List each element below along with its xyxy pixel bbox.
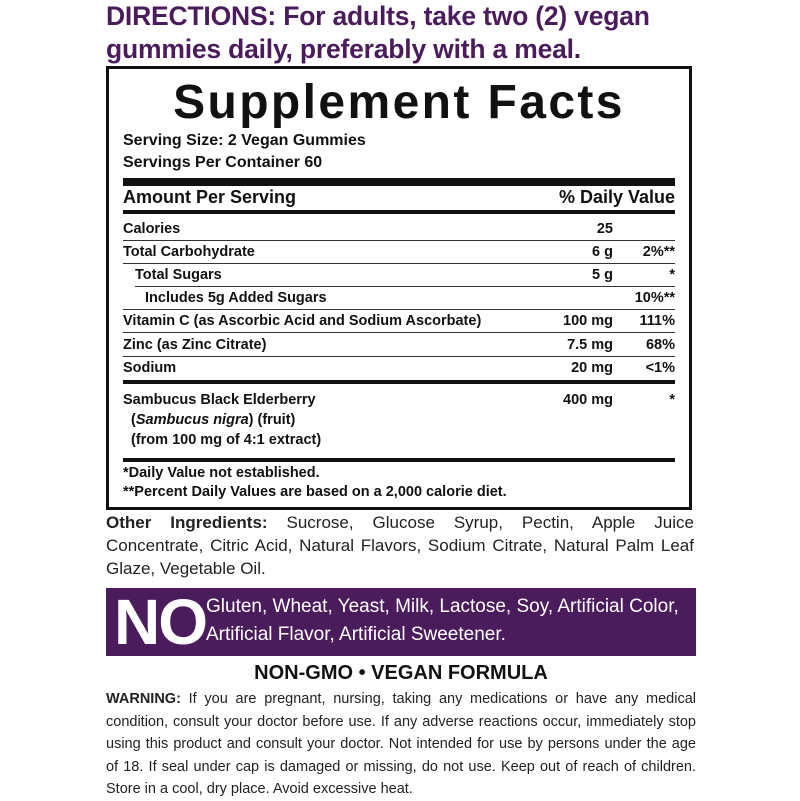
warning-body: If you are pregnant, nursing, taking any medications or have any medical condition, consult your doctor before use. If any adverse reactions occur, immediately stop using this product and consult your doctor. Not intended for use by persons under the age of 18. If seal under cap is damaged or missing, do not use. Keep out of reach of children. Store in a cool, dry place. Avoid excessive heat. [106, 691, 696, 797]
row-divider [123, 240, 675, 241]
row-elderberry-amount: 400 mg [563, 392, 613, 408]
row-divider [135, 286, 675, 287]
medium-divider [123, 458, 675, 462]
row-sugars-dv: * [669, 267, 675, 283]
row-vitamin-c-name: Vitamin C (as Ascorbic Acid and Sodium Ascorbate) [123, 313, 482, 329]
row-sodium-amount: 20 mg [571, 360, 613, 376]
row-calories-amount: 25 [596, 221, 613, 237]
footnote-daily-value: *Daily Value not established. [123, 465, 320, 481]
row-elderberry-dv: * [669, 392, 675, 408]
row-zinc-name: Zinc (as Zinc Citrate) [123, 337, 267, 353]
row-sugars-name: Total Sugars [135, 267, 222, 283]
daily-value-header: % Daily Value [558, 187, 675, 207]
medium-divider [123, 210, 675, 214]
row-calories-name: Calories [123, 221, 181, 237]
row-divider [123, 263, 675, 264]
directions-text: DIRECTIONS: For adults, take two (2) vegan gummies daily, preferably with a meal. [106, 1, 650, 64]
serving-size: Serving Size: 2 Vegan Gummies [123, 132, 366, 149]
row-carb-amount: 6 g [592, 244, 613, 260]
row-sodium-dv: <1% [645, 360, 675, 376]
free-from-list: Gluten, Wheat, Yeast, Milk, Lactose, Soy, Artificial Color, Artificial Flavor, Artificial Sweetener. [206, 596, 679, 645]
row-divider [123, 332, 675, 333]
other-ingredients-text: Sucrose, Glucose Syrup, Pectin, Apple Juice Concentrate, Citric Acid, Natural Flavors, Sodium Citrate, Natural Palm Leaf Glaze, Vegetable Oil. [106, 513, 694, 578]
amount-per-serving-header: Amount Per Serving [123, 187, 297, 207]
row-carb-name: Total Carbohydrate [123, 244, 255, 260]
other-ingredients-label: Other Ingredients: [106, 513, 268, 532]
row-sodium-name: Sodium [123, 360, 177, 376]
row-divider [123, 356, 675, 357]
row-added-sugars-name: Includes 5g Added Sugars [145, 290, 327, 306]
row-elderberry-extract: (from 100 mg of 4:1 extract) [131, 432, 322, 448]
row-vitamin-c-dv: 111% [639, 313, 675, 329]
row-carb-dv: 2%** [642, 244, 675, 260]
medium-divider [123, 380, 675, 384]
row-elderberry-latin: (Sambucus nigra) (fruit) [131, 412, 296, 428]
non-gmo-vegan-tagline: NON-GMO • VEGAN FORMULA [254, 662, 548, 684]
row-elderberry-name: Sambucus Black Elderberry [123, 392, 316, 408]
thick-divider [123, 178, 675, 186]
row-zinc-dv: 68% [645, 337, 675, 353]
other-ingredients [106, 511, 694, 580]
free-from-banner [106, 588, 696, 656]
warning-text [106, 688, 696, 801]
no-label: NO [114, 586, 206, 658]
row-vitamin-c-amount: 100 mg [563, 313, 613, 329]
footnote-percent-dv: **Percent Daily Values are based on a 2,000 calorie diet. [123, 484, 507, 500]
servings-per-container: Servings Per Container 60 [123, 154, 323, 171]
facts-title: Supplement Facts [173, 76, 625, 129]
supplement-facts-panel [106, 66, 692, 510]
warning-label: WARNING: [106, 691, 181, 707]
row-added-sugars-dv: 10%** [634, 290, 675, 306]
row-divider [123, 309, 675, 310]
row-sugars-amount: 5 g [592, 267, 613, 283]
row-zinc-amount: 7.5 mg [567, 337, 613, 353]
